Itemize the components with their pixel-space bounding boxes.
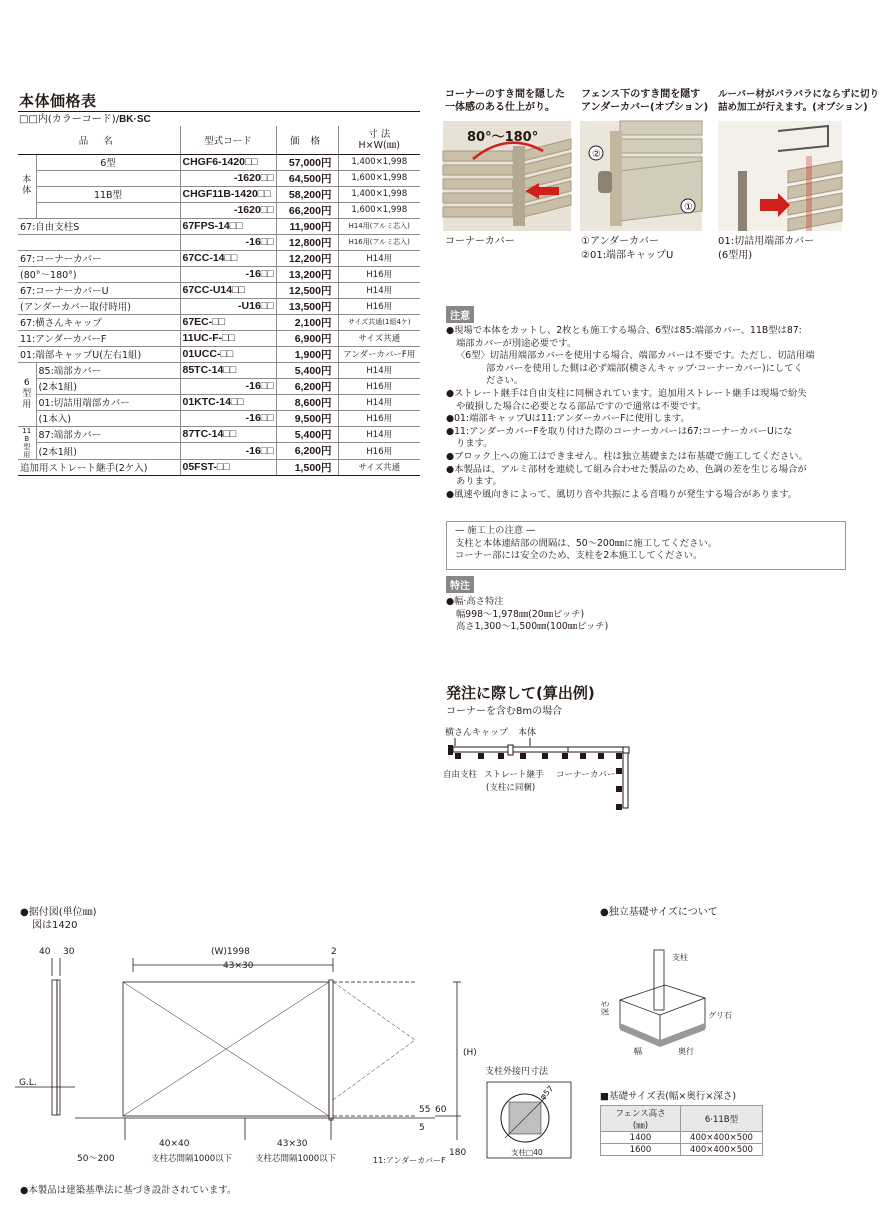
cell-price: 11,900円 <box>276 218 338 234</box>
fd-length: 奥行 <box>678 1047 694 1056</box>
foundation-table: フェンス高さ (㎜) 6·11B型 1400 400×400×500 1600 400×400×500 <box>600 1105 763 1156</box>
cell-name: (2本1組) <box>36 378 180 394</box>
cell-name: 11B型 <box>36 186 180 202</box>
table-row <box>18 282 420 298</box>
cell-size: 1,400×1,998 <box>338 186 420 202</box>
cell-price: 13,500円 <box>276 298 338 314</box>
table-row <box>18 314 420 330</box>
corner-label: コーナーカバー <box>445 236 515 247</box>
cell-code: -1620□□ <box>180 202 276 218</box>
table-header-row <box>18 126 420 154</box>
dim-40: 40 <box>39 947 51 957</box>
cell-name <box>36 202 180 218</box>
table-row <box>18 426 420 443</box>
installation-drawing <box>15 940 485 1170</box>
cell-price: 2,100円 <box>276 314 338 330</box>
cell-name: 01:切詰用端部カバー <box>36 394 180 410</box>
dim-top-rail: 43×30 <box>223 961 254 971</box>
cell-size: H16用 <box>338 266 420 282</box>
table-row <box>18 234 420 250</box>
circle-post: 支柱□40 <box>511 1148 543 1157</box>
construction-line: 支柱と本体連結部の間隔は、50～200㎜に施工してください。 <box>455 537 717 549</box>
note-line: 〈6型〉切詰用端部カバーを使用する場合、端部カバーは不要です。ただし、切詰用端 <box>456 350 815 362</box>
cell-price: 57,000円 <box>276 154 338 170</box>
note-line: ●11:アンダーカバーFを取り付けた際のコーナーカバーは67:コーナーカバーUにな <box>446 425 793 437</box>
table-row <box>18 218 420 234</box>
cell-code: CHGF6-1420□□ <box>180 154 276 170</box>
cell-code: 87TC-14□□ <box>180 426 276 443</box>
cell-name: 追加用ストレート継手(2ケ入) <box>18 459 180 475</box>
cell-size: 1,400×1,998 <box>338 154 420 170</box>
cell-price: 64,500円 <box>276 170 338 186</box>
table-row <box>18 170 420 186</box>
cell-size: H16用 <box>338 378 420 394</box>
corner-photo-art <box>443 121 571 231</box>
construction-title: — 施工上の注意 — <box>455 525 536 536</box>
cell-code: -16□□ <box>180 234 276 250</box>
dim-width: (W)1998 <box>211 947 250 957</box>
dim-180: 180 <box>449 1148 467 1158</box>
cell-size: H16用 <box>338 298 420 314</box>
table-row <box>18 330 420 346</box>
under-label-2: ②01:端部キャップU <box>581 250 674 261</box>
cell-name <box>18 234 180 250</box>
cell-price: 1,500円 <box>276 459 338 475</box>
cell-size: H14用 <box>338 282 420 298</box>
dim-5: 5 <box>419 1123 425 1133</box>
note-line: 部カバーを使用した側は必ず端部(横さんキャップ·コーナーカバー)にしてく <box>486 362 803 374</box>
order-label-post: 自由支柱 <box>443 770 478 780</box>
cell-size: H16用 <box>338 410 420 426</box>
notes-tag: 注意 <box>446 306 474 323</box>
cell-size: サイズ共通 <box>338 330 420 346</box>
footer-note: ●本製品は建築基準法に基づき設計されています。 <box>20 1185 237 1196</box>
cell-size: H14用 <box>338 394 420 410</box>
cell-price: 12,500円 <box>276 282 338 298</box>
table-row <box>18 266 420 282</box>
note-line: ります。 <box>456 438 493 450</box>
cell-name: (1本入) <box>36 410 180 426</box>
cell-code: -16□□ <box>180 443 276 460</box>
color-code-note: □□内(カラーコード)/BK·SC <box>19 114 151 125</box>
cell-price: 12,800円 <box>276 234 338 250</box>
circle-diagram <box>485 1080 575 1160</box>
construction-line: コーナー部には安全のため、支柱を2本施工してください。 <box>455 550 703 562</box>
cell-size: H16用 <box>338 443 420 460</box>
cell-code: 67FPS-14□□ <box>180 218 276 234</box>
group-label: 本 体 <box>18 154 36 218</box>
under-label-1: ①アンダーカバー <box>581 236 659 247</box>
cell-name: 85:端部カバー <box>36 362 180 378</box>
cell-code: -U16□□ <box>180 298 276 314</box>
special-order: ●幅·高さ特注 幅998～1,978㎜(20㎜ピッチ) 高さ1,300～1,500㎜(100㎜ピッチ) <box>446 596 609 633</box>
dim-60: 60 <box>435 1105 447 1115</box>
cell-code: 67CC-14□□ <box>180 250 276 266</box>
order-label-corner: コーナーカバー <box>556 770 616 780</box>
cell-code: -16□□ <box>180 266 276 282</box>
cell-code: 67EC-□□ <box>180 314 276 330</box>
note-line: ●ブロック上への施工はできません。柱は独立基礎または布基礎で施工してください。 <box>446 450 808 462</box>
order-diagram <box>440 720 660 830</box>
cell-name: 01:端部キャップU(左右1組) <box>18 346 180 362</box>
dim-bottom-rail: 43×30 <box>277 1139 308 1149</box>
cell-name <box>36 170 180 186</box>
louver-label-1: 01:切詰用端部カバー <box>718 236 815 247</box>
circle-title: 支柱外接円寸法 <box>485 1067 549 1077</box>
louver-photo-art <box>718 121 842 231</box>
note-line: 端部カバーが別途必要です。 <box>456 337 577 349</box>
cell-price: 58,200円 <box>276 186 338 202</box>
table-row <box>18 154 420 170</box>
fd-gravel: グリ石 <box>708 1011 732 1020</box>
dim-2: 2 <box>331 947 337 957</box>
cell-size: サイズ共通(1組4ケ) <box>338 314 420 330</box>
fd-depth: 深さ <box>601 1000 610 1016</box>
under-caption: フェンス下のすき間を隠す アンダーカバー(オプション) <box>581 89 709 113</box>
group-label: 6 型 用 <box>18 362 36 426</box>
notes-list <box>446 325 846 501</box>
dim-55: 55 <box>419 1105 431 1115</box>
header-code: 型式コード <box>180 126 276 154</box>
cell-price: 5,400円 <box>276 362 338 378</box>
order-label-joint: ストレート継手 <box>484 770 544 780</box>
cell-name: 6型 <box>36 154 180 170</box>
louver-caption: ルーバー材がバラバラにならずに切り 詰め加工が行えます。(オプション) <box>718 89 879 113</box>
construction-notice <box>446 521 846 570</box>
cell-size: H16用(アルミ芯入) <box>338 234 420 250</box>
order-label-cap: 横さんキャップ <box>445 728 509 738</box>
table-row <box>18 362 420 378</box>
note-line: ●本製品は、アルミ部材を連続して組み合わせた製品のため、色調の差を生じる場合が <box>446 463 807 475</box>
cell-name: (アンダーカバー取付時用) <box>18 298 180 314</box>
cell-price: 6,200円 <box>276 378 338 394</box>
cell-name: (2本1組) <box>36 443 180 460</box>
table-row <box>18 378 420 394</box>
note-line: ●01:端部キャップUは11:アンダーカバーFに使用します。 <box>446 413 690 425</box>
table-row <box>18 346 420 362</box>
table-row <box>18 298 420 314</box>
dim-height: (H) <box>463 1048 477 1058</box>
cell-price: 9,500円 <box>276 410 338 426</box>
dim-post-spacing-1: 支柱芯間隔1000以下 <box>151 1154 233 1164</box>
dim-post: 40×40 <box>159 1139 190 1149</box>
under-photo <box>580 121 702 231</box>
note-line: ●風速や風向きによって、風切り音や共振による音鳴りが発生する場合があります。 <box>446 488 798 500</box>
cell-name: 67:自由支柱S <box>18 218 180 234</box>
fd-width: 幅 <box>634 1047 642 1056</box>
cell-price: 12,200円 <box>276 250 338 266</box>
cell-size: 1,600×1,998 <box>338 170 420 186</box>
table-row <box>18 459 420 475</box>
drawing-title: ●据付図(単位㎜) <box>20 907 97 918</box>
table-row <box>18 250 420 266</box>
cell-name: (80°～180°) <box>18 266 180 282</box>
circle-dia: φ57 <box>538 1084 556 1102</box>
cell-code: 05FST-□□ <box>180 459 276 475</box>
group-label: 11 B 型 用 <box>18 426 36 459</box>
cell-name: 87:端部カバー <box>36 426 180 443</box>
corner-caption: コーナーのすき間を隠した 一体感のある仕上がり。 <box>445 89 565 113</box>
order-label-joint2: (支柱に同梱) <box>486 783 536 793</box>
cell-code: 85TC-14□□ <box>180 362 276 378</box>
cell-size: H14用 <box>338 250 420 266</box>
drawing-subtitle: 図は1420 <box>32 920 78 931</box>
svg-text:①: ① <box>684 202 693 213</box>
foundation-title: ●独立基礎サイズについて <box>600 907 718 918</box>
table-row <box>18 186 420 202</box>
dim-30: 30 <box>63 947 75 957</box>
cell-code: -16□□ <box>180 378 276 394</box>
corner-angle-text: 80°～180° <box>467 130 539 145</box>
price-table-title: 本体価格表 <box>19 92 97 110</box>
price-table <box>18 126 420 476</box>
order-title: 発注に際して(算出例) <box>446 684 595 702</box>
cell-name: 67:コーナーカバーU <box>18 282 180 298</box>
header-size: 寸 法 H×W(㎜) <box>338 126 420 154</box>
dim-gap: 50～200 <box>77 1154 115 1164</box>
foundation-table-title: ■基礎サイズ表(幅×奥行×深さ) <box>600 1091 737 1102</box>
table-row <box>18 202 420 218</box>
corner-photo <box>443 121 571 231</box>
cell-name: 67:横さんキャップ <box>18 314 180 330</box>
note-line: や破損した場合に必要となる部品ですので通常は不要です。 <box>456 400 707 412</box>
louver-photo <box>718 121 842 231</box>
cell-code: -16□□ <box>180 410 276 426</box>
order-label-body: 本体 <box>518 728 537 738</box>
cell-size: H14用 <box>338 362 420 378</box>
order-subtitle: コーナーを含む8mの場合 <box>446 706 563 717</box>
cell-size: H14用(アルミ芯入) <box>338 218 420 234</box>
note-line: ●ストレート継手は自由支柱に同梱されています。追加用ストレート継手は現場で紛失 <box>446 387 807 399</box>
fd-post: 支柱 <box>672 953 688 962</box>
cell-code: CHGF11B-1420□□ <box>180 186 276 202</box>
table-row <box>18 394 420 410</box>
header-price: 価 格 <box>276 126 338 154</box>
cell-code: 01UCC-□□ <box>180 346 276 362</box>
cell-code: -1620□□ <box>180 170 276 186</box>
cell-price: 5,400円 <box>276 426 338 443</box>
cell-size: アンダーカバーF用 <box>338 346 420 362</box>
cell-price: 6,900円 <box>276 330 338 346</box>
cell-price: 66,200円 <box>276 202 338 218</box>
dim-post-spacing-2: 支柱芯間隔1000以下 <box>255 1154 337 1164</box>
cell-code: 01KTC-14□□ <box>180 394 276 410</box>
cell-size: H14用 <box>338 426 420 443</box>
label-gl: G.L. <box>19 1078 37 1088</box>
under-photo-art <box>580 121 702 231</box>
special-tag: 特注 <box>446 576 474 593</box>
table-row <box>18 443 420 460</box>
cell-code: 67CC-U14□□ <box>180 282 276 298</box>
svg-text:②: ② <box>592 149 601 160</box>
louver-label-2: (6型用) <box>718 250 753 261</box>
cell-price: 13,200円 <box>276 266 338 282</box>
cell-size: 1,600×1,998 <box>338 202 420 218</box>
header-name: 品 名 <box>18 126 180 154</box>
cell-name: 67:コーナーカバー <box>18 250 180 266</box>
cell-price: 1,900円 <box>276 346 338 362</box>
foundation-diagram <box>590 940 750 1070</box>
cell-code: 11UC-F-□□ <box>180 330 276 346</box>
cell-price: 8,600円 <box>276 394 338 410</box>
table-row <box>18 410 420 426</box>
label-under-cover: 11:アンダーカバーF <box>373 1156 446 1165</box>
note-line: あります。 <box>456 476 502 488</box>
note-line: ださい。 <box>486 375 524 387</box>
cell-price: 6,200円 <box>276 443 338 460</box>
note-line: ●現場で本体をカットし、2枚とも施工する場合、6型は85:端部カバー、11B型は87: <box>446 325 802 336</box>
cell-name: 11:アンダーカバーF <box>18 330 180 346</box>
cell-size: サイズ共通 <box>338 459 420 475</box>
